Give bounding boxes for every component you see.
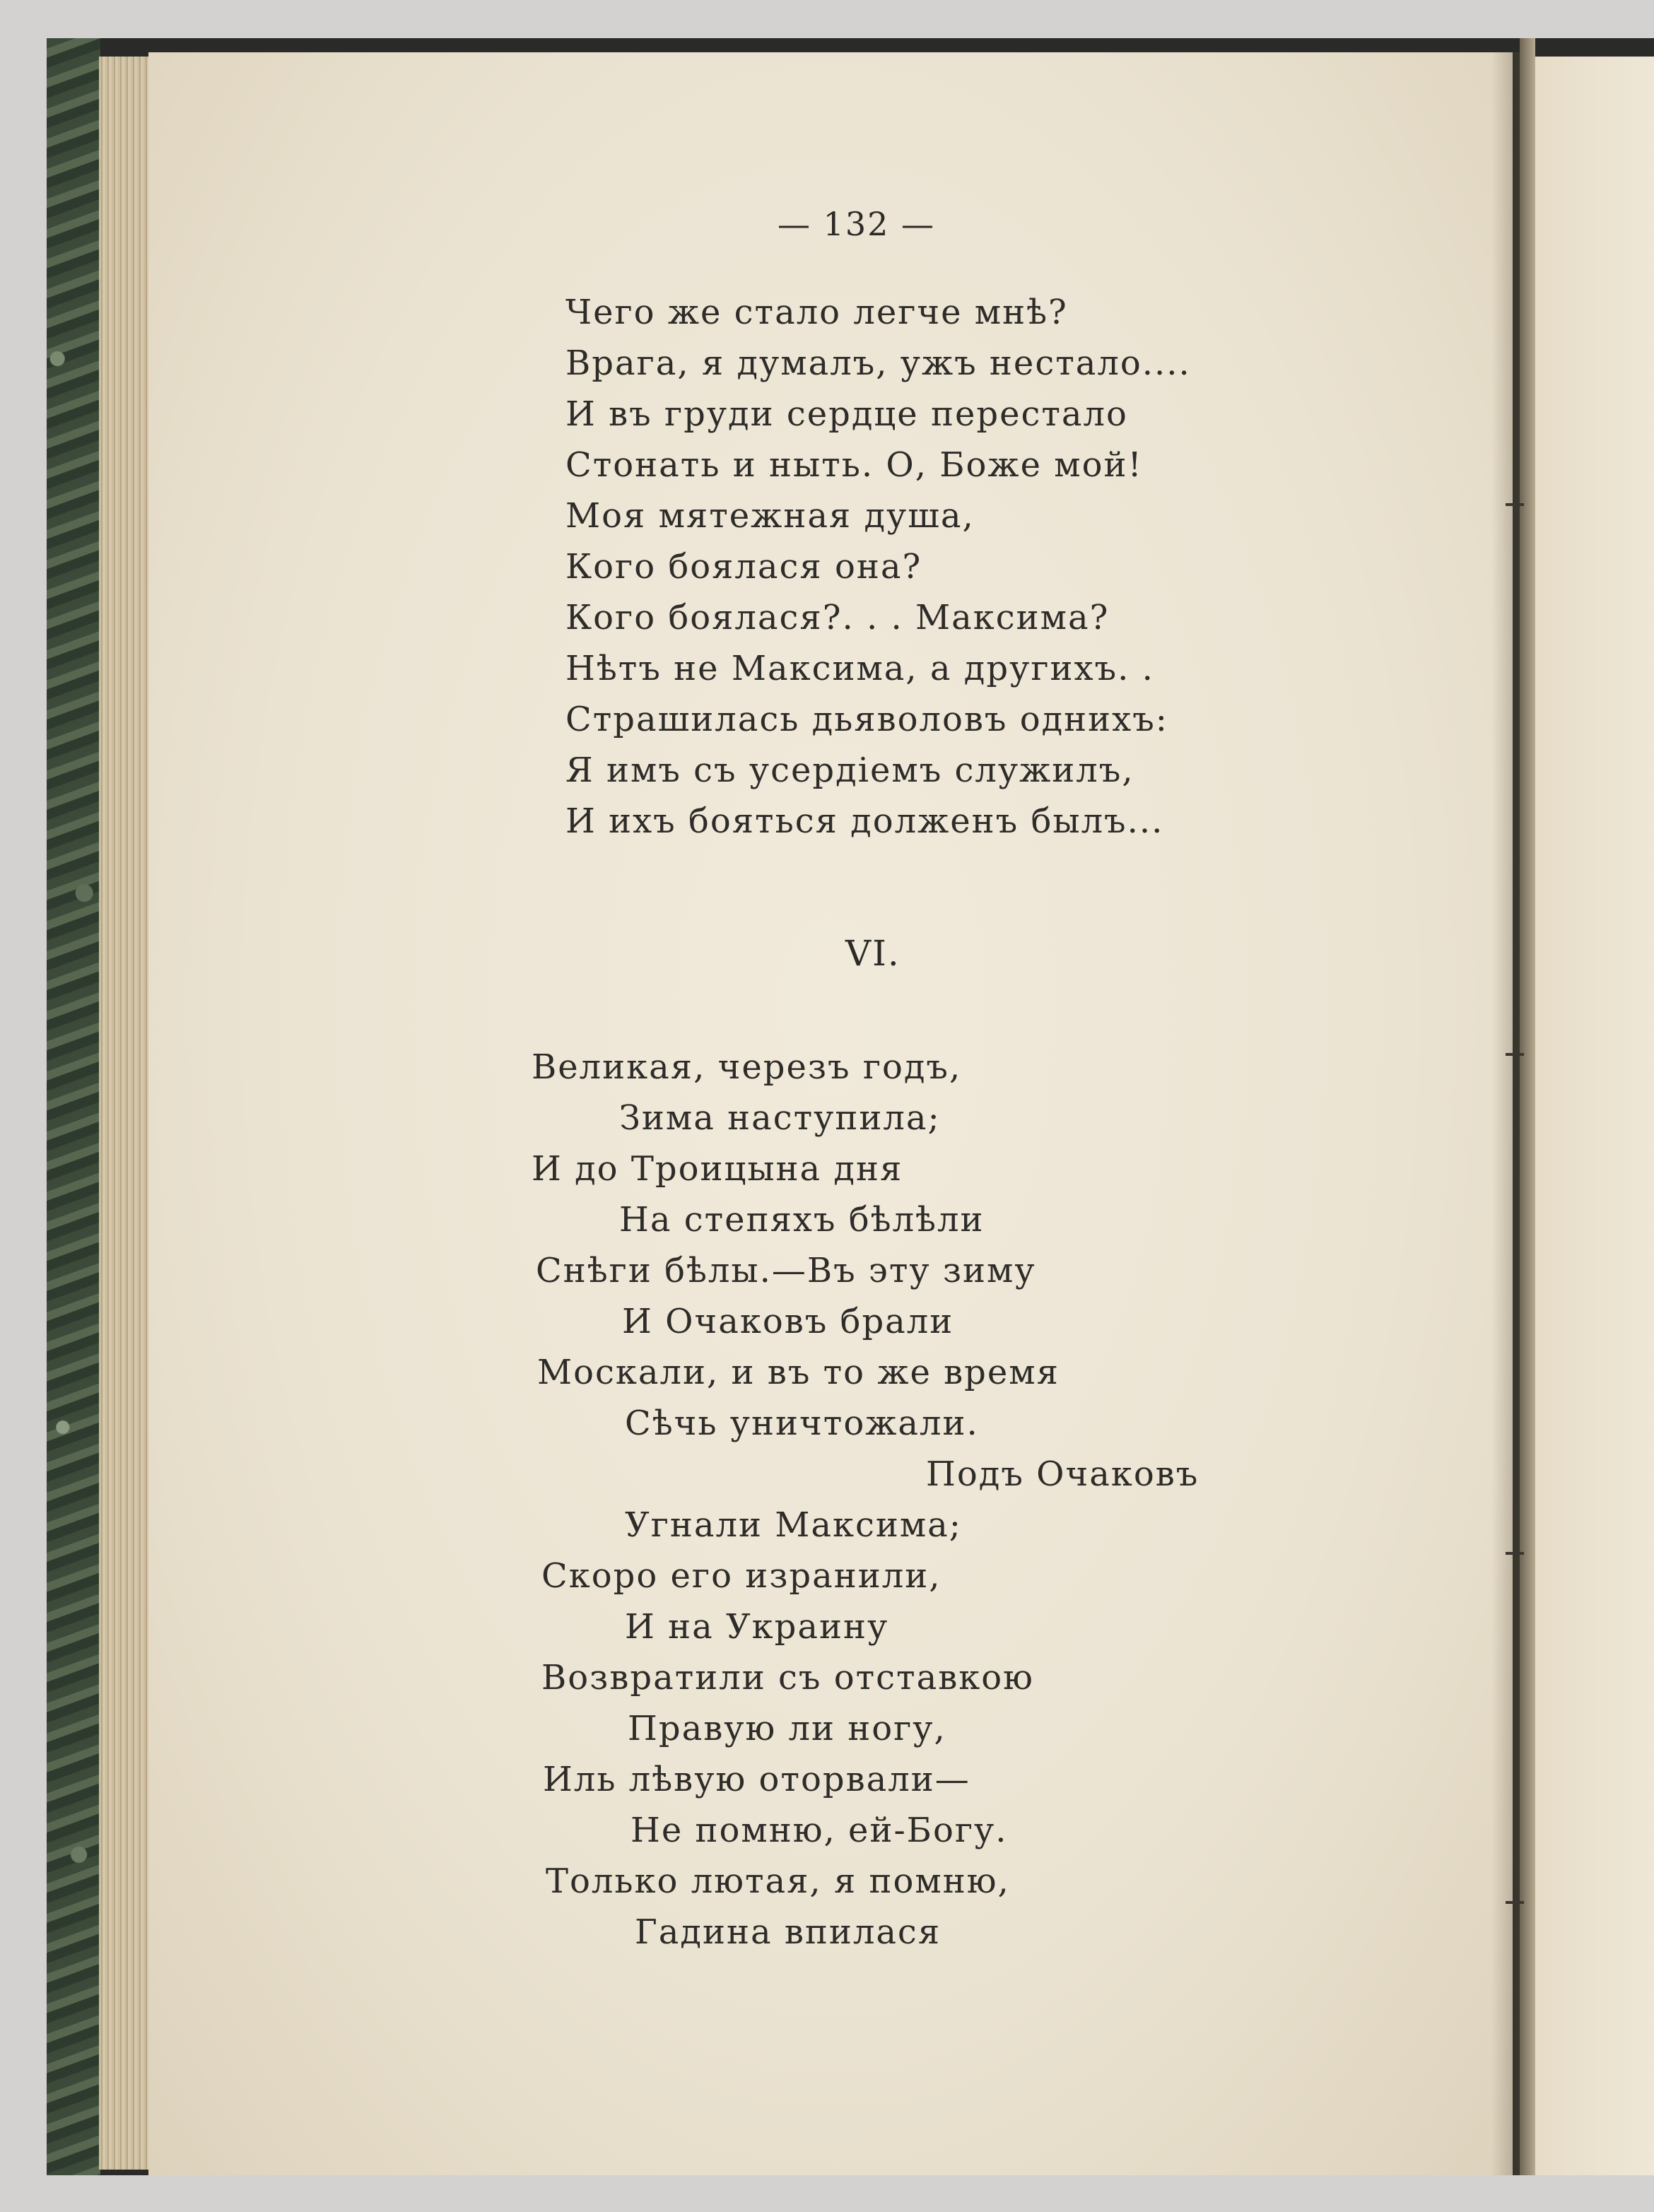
verse-line: И на Украину xyxy=(625,1607,889,1647)
verse-line: Кого боялася?. . . Максима? xyxy=(565,598,1110,637)
verse-line: Иль лѣвую оторвали— xyxy=(543,1760,970,1799)
verse-line: Москали, и въ то же время xyxy=(537,1353,1060,1392)
page-gutter-shadow xyxy=(1491,52,1520,2175)
verse-line: И ихъ бояться долженъ былъ... xyxy=(565,801,1164,841)
verse-line: Возвратили съ отставкою xyxy=(541,1658,1034,1698)
page-edges xyxy=(99,57,156,2170)
verse-line: Нѣтъ не Максима, а другихъ. . xyxy=(565,649,1154,688)
verse-line: Великая, черезъ годъ, xyxy=(532,1047,962,1087)
verse-line: Врага, я думалъ, ужъ нестало.... xyxy=(565,343,1191,383)
verse-line: Правую ли ногу, xyxy=(628,1709,946,1748)
verse-line: Чего же стало легче мнѣ? xyxy=(565,293,1068,332)
verse-line: Только лютая, я помню, xyxy=(546,1861,1010,1901)
verse-line: Не помню, ей-Богу. xyxy=(630,1811,1008,1850)
verse-line: Снѣги бѣлы.—Въ эту зиму xyxy=(536,1251,1036,1290)
book-spine-gutter xyxy=(1520,38,1535,2175)
verse-line: И въ груди сердце перестало xyxy=(565,394,1128,434)
verse-line: Страшилась дьяволовъ однихъ: xyxy=(565,700,1168,739)
verse-line: Подъ Очаковъ xyxy=(926,1454,1200,1494)
verse-line: Сѣчь уничтожали. xyxy=(625,1404,979,1443)
book-binding xyxy=(47,38,100,2175)
page-tab-mark xyxy=(1506,1901,1524,1904)
verse-line: Зима наступила; xyxy=(619,1098,941,1138)
verse-line: Угнали Максима; xyxy=(625,1505,962,1545)
section-heading: VI. xyxy=(845,933,901,974)
page-tab-mark xyxy=(1506,503,1524,506)
verse-line: Гадина впилася xyxy=(635,1912,942,1952)
page-tab-mark xyxy=(1506,1552,1524,1555)
facing-page-edge xyxy=(1535,57,1654,2175)
page-number: — 132 — xyxy=(778,205,936,243)
verse-line: На степяхъ бѣлѣли xyxy=(619,1200,985,1240)
verse-line: Кого боялася она? xyxy=(565,547,922,587)
verse-line: Я имъ съ усердіемъ служилъ, xyxy=(565,751,1134,790)
verse-line: И до Троицына дня xyxy=(532,1149,903,1189)
verse-line: И Очаковъ брали xyxy=(622,1302,954,1341)
verse-line: Скоро его изранили, xyxy=(541,1556,942,1596)
verse-line: Моя мятежная душа, xyxy=(565,496,975,536)
page-tab-mark xyxy=(1506,1053,1524,1056)
verse-line: Стонать и ныть. О, Боже мой! xyxy=(565,445,1143,485)
